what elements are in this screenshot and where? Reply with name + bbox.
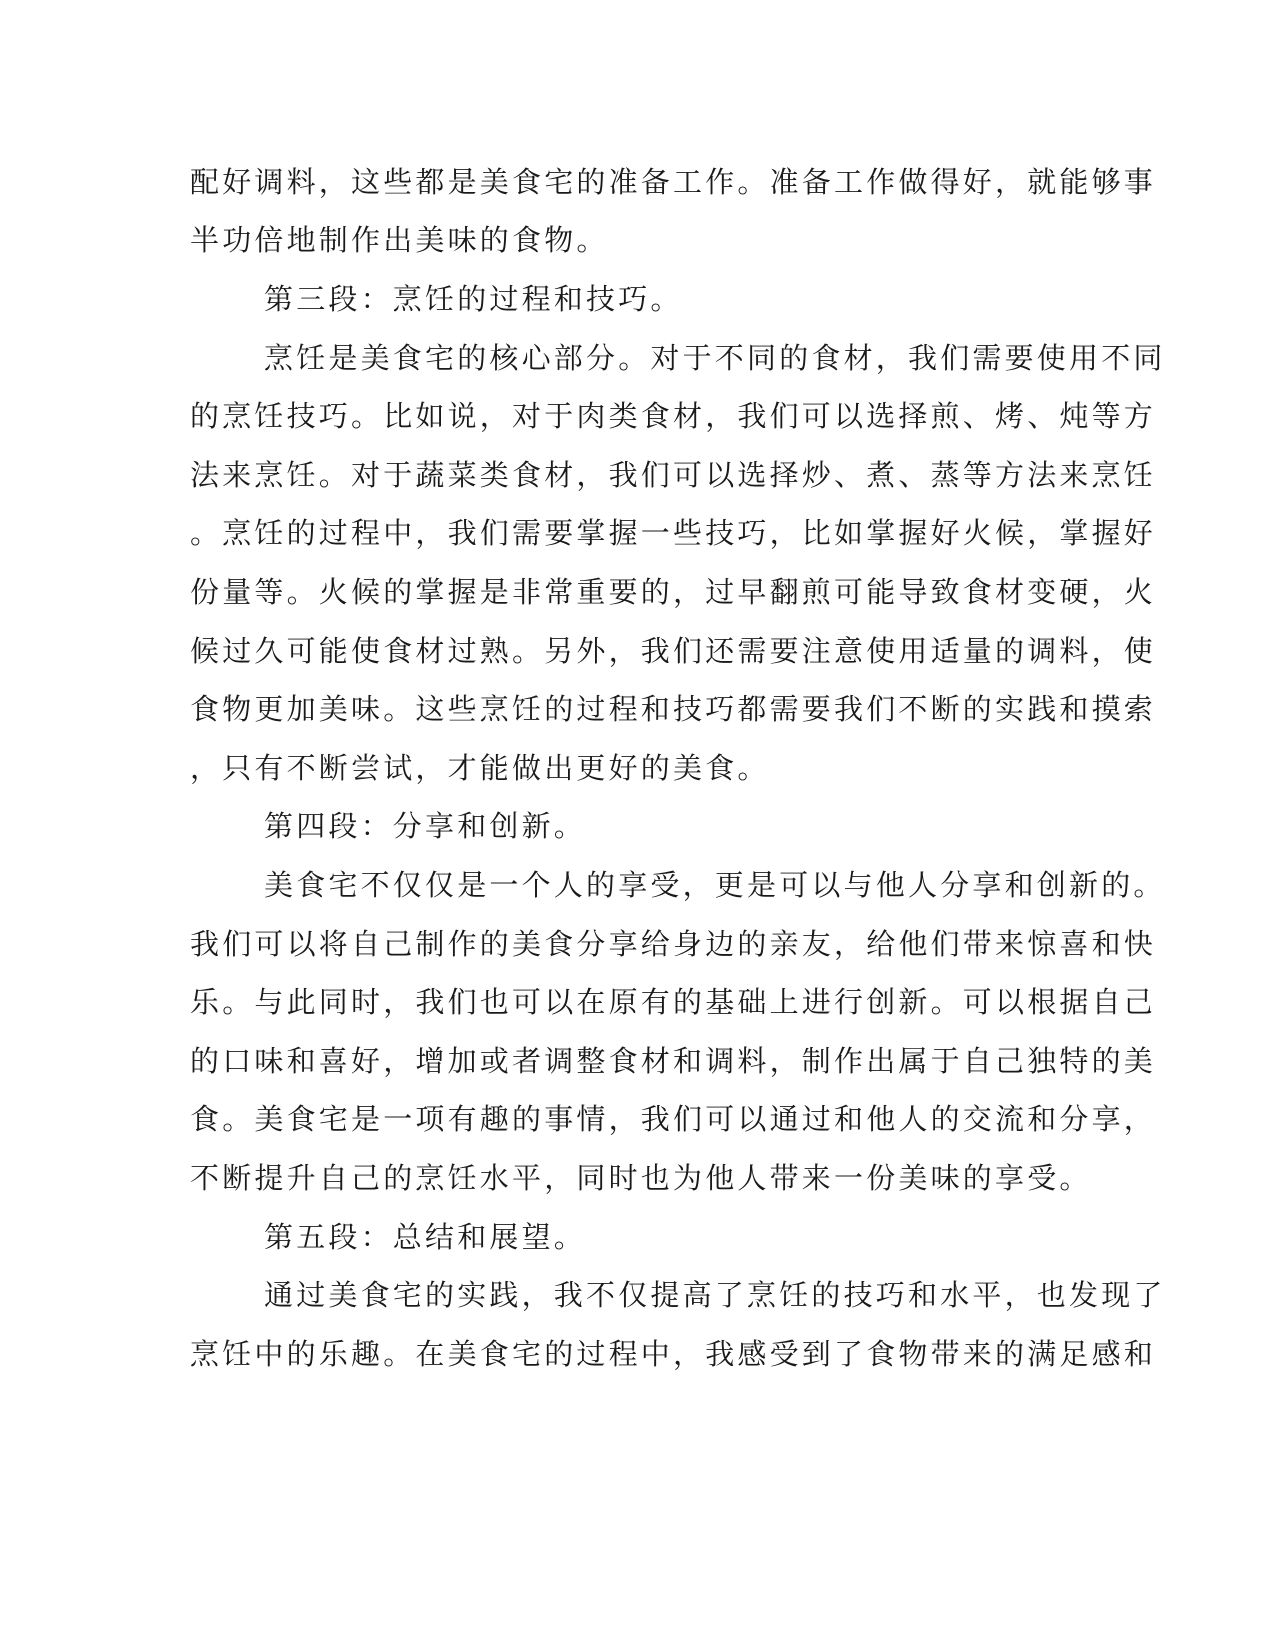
text-line-7: 。烹饪的过程中，我们需要掌握一些技巧，比如掌握好火候，掌握好 xyxy=(190,516,1157,550)
text-line-2: 半功倍地制作出美味的食物。 xyxy=(190,223,609,257)
text-line-4: 烹饪是美食宅的核心部分。对于不同的食材，我们需要使用不同 xyxy=(264,341,1166,375)
text-line-8: 份量等。火候的掌握是非常重要的，过早翻煎可能导致食材变硬，火 xyxy=(190,575,1157,609)
text-line-9: 候过久可能使食材过熟。另外，我们还需要注意使用适量的调料，使 xyxy=(190,634,1157,668)
text-line-10: 食物更加美味。这些烹饪的过程和技巧都需要我们不断的实践和摸索 xyxy=(190,692,1157,726)
text-line-15: 乐。与此同时，我们也可以在原有的基础上进行创新。可以根据自己 xyxy=(190,985,1157,1019)
text-line-1: 配好调料，这些都是美食宅的准备工作。准备工作做得好，就能够事 xyxy=(190,165,1157,199)
text-line-18: 不断提升自己的烹饪水平，同时也为他人带来一份美味的享受。 xyxy=(190,1161,1092,1195)
text-line-16: 的口味和喜好，增加或者调整食材和调料，制作出属于自己独特的美 xyxy=(190,1044,1157,1078)
text-line-11: ，只有不断尝试，才能做出更好的美食。 xyxy=(190,751,770,785)
text-line-13: 美食宅不仅仅是一个人的享受，更是可以与他人分享和创新的。 xyxy=(264,868,1166,902)
section-heading-4: 第四段：分享和创新。 xyxy=(264,809,587,843)
section-heading-5: 第五段：总结和展望。 xyxy=(264,1220,587,1254)
text-line-5: 的烹饪技巧。比如说，对于肉类食材，我们可以选择煎、烤、炖等方 xyxy=(190,399,1157,433)
section-heading-3: 第三段：烹饪的过程和技巧。 xyxy=(264,282,683,316)
text-line-6: 法来烹饪。对于蔬菜类食材，我们可以选择炒、煮、蒸等方法来烹饪 xyxy=(190,458,1157,492)
text-line-14: 我们可以将自己制作的美食分享给身边的亲友，给他们带来惊喜和快 xyxy=(190,927,1157,961)
text-line-21: 烹饪中的乐趣。在美食宅的过程中，我感受到了食物带来的满足感和 xyxy=(190,1337,1157,1371)
text-line-20: 通过美食宅的实践，我不仅提高了烹饪的技巧和水平，也发现了 xyxy=(264,1278,1166,1312)
text-line-17: 食。美食宅是一项有趣的事情，我们可以通过和他人的交流和分享， xyxy=(190,1102,1157,1136)
